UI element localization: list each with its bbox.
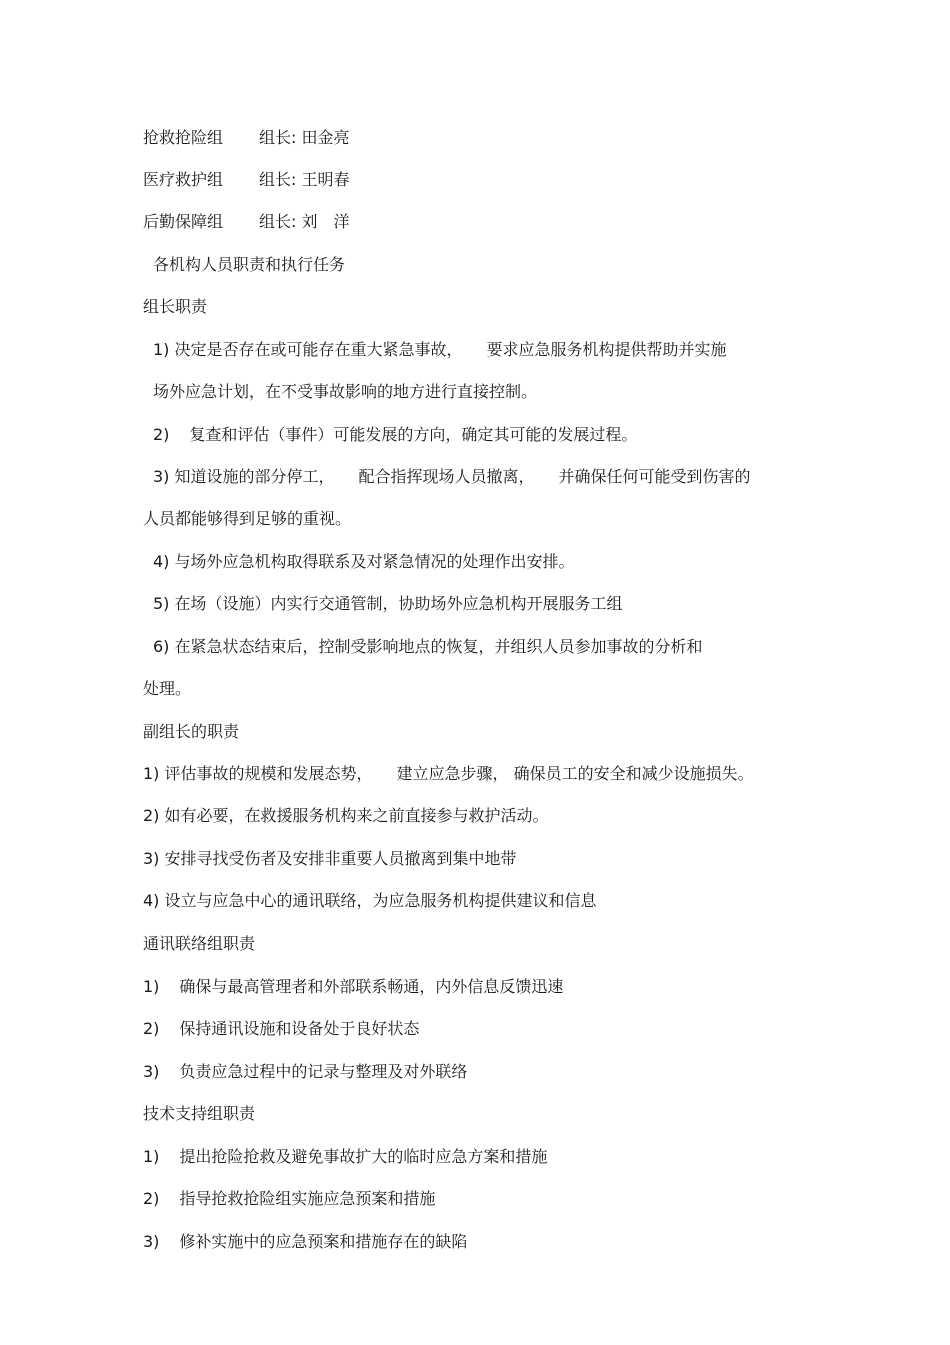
item-number: 4)	[143, 891, 160, 910]
item-text: 在紧急状态结束后，控制受影响地点的恢复，并组织人员参加事故的分析和	[174, 637, 703, 656]
group-leader: 田金亮	[301, 128, 350, 147]
item-text: 决定是否存在或可能存在重大紧急事故，	[174, 340, 463, 359]
group-name: 医疗救护组	[143, 170, 224, 189]
duty-item	[143, 1018, 419, 1040]
duty-item	[153, 424, 637, 446]
item-text: 如有必要，在救援服务机构来之前直接参与救护活动。	[164, 806, 549, 825]
item-text: 确保与最高管理者和外部联系畅通，内外信息反馈迅速	[179, 977, 564, 996]
duty-item	[143, 805, 549, 827]
item-text: 在场（设施）内实行交通管制，协助场外应急机构开展服务工组	[174, 594, 623, 613]
section-title: 技术支持组职责	[143, 1104, 256, 1123]
section-title: 副组长的职责	[143, 722, 240, 741]
section-title: 通讯联络组职责	[143, 934, 256, 953]
item-number: 2)	[143, 806, 160, 825]
duty-item	[153, 339, 727, 361]
item-number: 1)	[143, 764, 160, 783]
group-line	[143, 169, 350, 191]
section-heading: 各机构人员职责和执行任务	[153, 255, 346, 274]
item-number: 1)	[153, 340, 170, 359]
duty-item	[143, 1146, 547, 1168]
item-text: 确保员工的安全和减少设施损失。	[513, 764, 754, 783]
duty-item	[143, 1231, 467, 1253]
group-leader: 王明春	[301, 170, 350, 189]
item-number: 6)	[153, 637, 170, 656]
item-number: 2)	[143, 1019, 160, 1038]
duty-item-continuation: 人员都能够得到足够的重视。	[143, 509, 352, 528]
duty-item	[143, 890, 597, 912]
item-text: 设立与应急中心的通讯联络，为应急服务机构提供建议和信息	[164, 891, 597, 910]
duty-item-continuation: 场外应急计划，在不受事故影响的地方进行直接控制。	[153, 382, 538, 401]
group-line	[143, 127, 350, 149]
item-text: 配合指挥现场人员撤离，	[358, 467, 535, 486]
duty-item	[153, 466, 751, 488]
item-text: 负责应急过程中的记录与整理及对外联络	[179, 1062, 468, 1081]
item-number: 2)	[143, 1189, 160, 1208]
item-number: 1)	[143, 977, 160, 996]
item-text: 要求应急服务机构提供帮助并实施	[486, 340, 727, 359]
duty-item	[153, 551, 575, 573]
item-number: 3)	[143, 849, 160, 868]
duty-item	[153, 636, 703, 658]
item-number: 5)	[153, 594, 170, 613]
item-text: 并确保任何可能受到伤害的	[558, 467, 751, 486]
item-text: 提出抢险抢救及避免事故扩大的临时应急方案和措施	[179, 1147, 548, 1166]
item-text: 指导抢救抢险组实施应急预案和措施	[179, 1189, 436, 1208]
group-role: 组长:	[259, 128, 297, 147]
item-text: 建立应急步骤，	[396, 764, 509, 783]
item-number: 3)	[143, 1232, 160, 1251]
duty-item	[143, 848, 517, 870]
item-number: 4)	[153, 552, 170, 571]
item-text: 评估事故的规模和发展态势，	[164, 764, 373, 783]
duty-item	[143, 1188, 435, 1210]
group-line	[143, 211, 350, 233]
item-text: 修补实施中的应急预案和措施存在的缺陷	[179, 1232, 468, 1251]
item-text: 知道设施的部分停工，	[174, 467, 335, 486]
item-number: 3)	[153, 467, 170, 486]
duty-item	[143, 976, 563, 998]
section-title: 组长职责	[143, 297, 208, 316]
item-number: 1)	[143, 1147, 160, 1166]
group-leader: 刘 洋	[301, 212, 350, 231]
item-text: 安排寻找受伤者及安排非重要人员撤离到集中地带	[164, 849, 517, 868]
duty-item	[153, 593, 623, 615]
duty-item	[143, 763, 754, 785]
item-text: 复查和评估（事件）可能发展的方向，确定其可能的发展过程。	[189, 425, 638, 444]
duty-item-continuation: 处理。	[143, 679, 192, 698]
duty-item	[143, 1061, 467, 1083]
group-name: 后勤保障组	[143, 212, 224, 231]
item-text: 与场外应急机构取得联系及对紧急情况的处理作出安排。	[174, 552, 575, 571]
item-number: 2)	[153, 425, 170, 444]
item-text: 保持通讯设施和设备处于良好状态	[179, 1019, 420, 1038]
group-role: 组长:	[259, 212, 297, 231]
item-number: 3)	[143, 1062, 160, 1081]
group-role: 组长:	[259, 170, 297, 189]
group-name: 抢救抢险组	[143, 128, 224, 147]
